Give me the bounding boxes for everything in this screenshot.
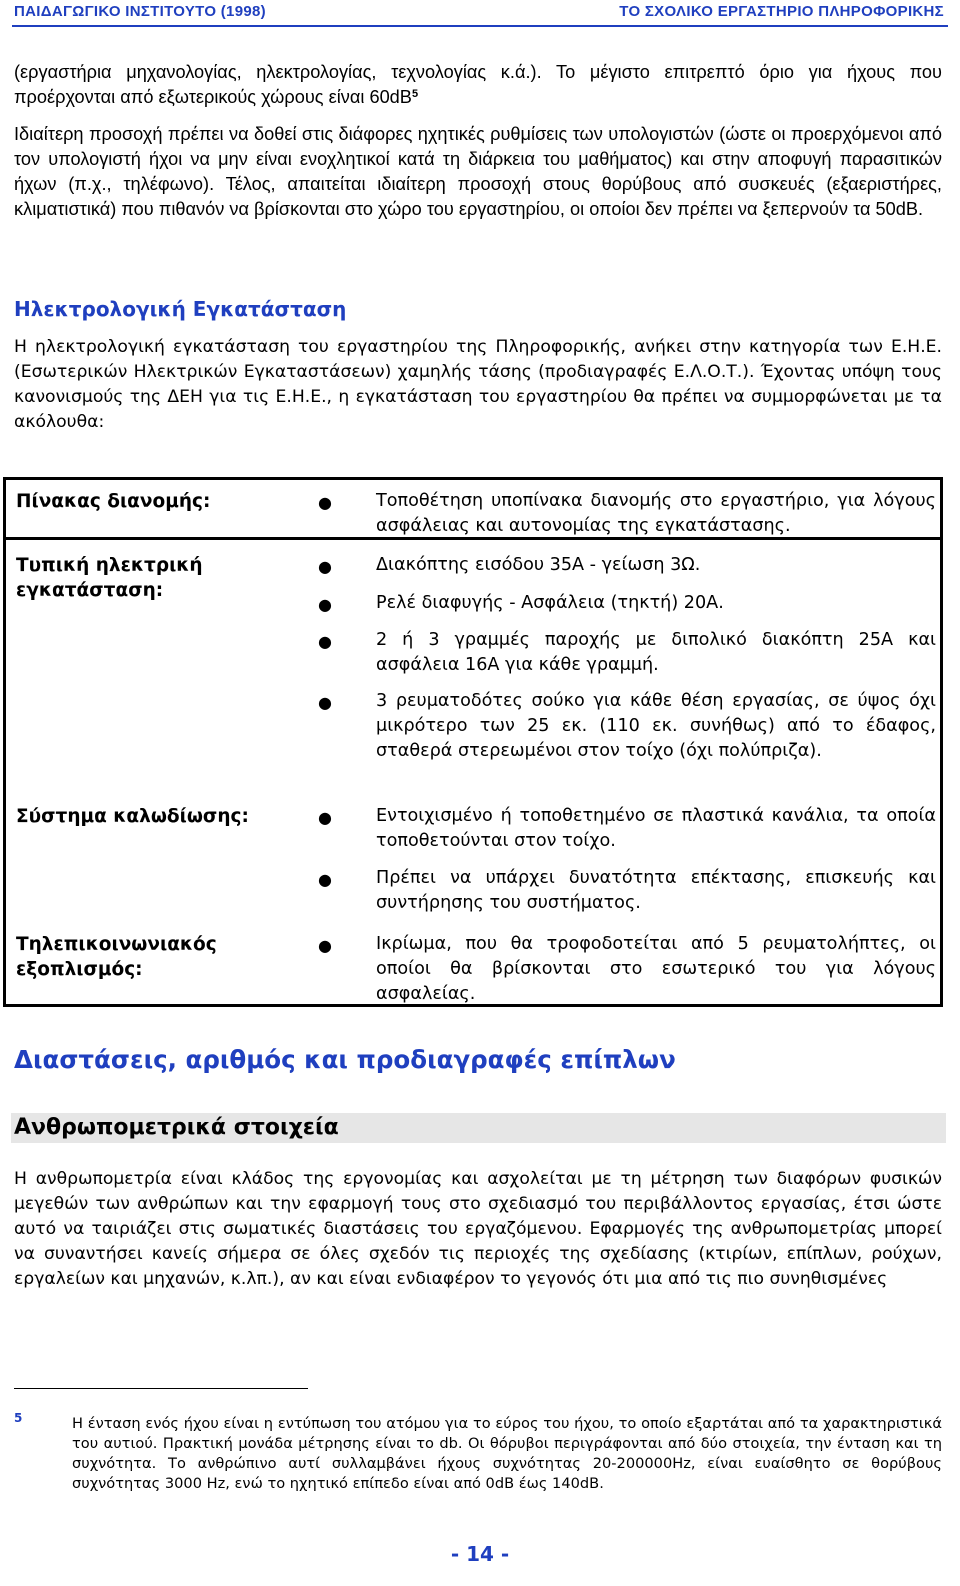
intro-paragraph-2: Ιδιαίτερη προσοχή πρέπει να δοθεί στις διάφορες ηχητικές ρυθμίσεις των υπολογιστών (ώστε οι προερχόμενοι από τον υπολογιστή ήχοι να μην είναι ενοχλητικοί κατά τη διάρκεια του μαθήματος) και στην αποφυγή παρασιτικών ήχων (π.χ., τηλέφωνο). Τέλος, απαιτείται ιδιαίτερη προσοχή στους θορύβους από συσκευές (εξαεριστήρες, κλιματιστικά) που πιθανόν να βρίσκονται στο χώρο του εργαστηρίου, οι οποίοι δεν πρέπει να ξεπερνούν τα 50dB. — [14, 124, 942, 219]
list-item: Τοποθέτηση υποπίνακα διανομής στο εργαστήριο, για λόγους ασφάλειας και αυτονομίας της εγκατάστασης. — [376, 491, 936, 536]
bullet-icon: ● — [318, 632, 332, 651]
footnote-mark: 5 — [14, 1411, 23, 1425]
bullet-icon: ● — [318, 936, 332, 955]
footnote-rule — [14, 1388, 308, 1389]
list-item: Εντοιχισμένο ή τοποθετημένο σε πλαστικά κανάλια, τα οποία τοποθετούνται στον τοίχο. — [376, 806, 936, 851]
anthropometric-heading-bar — [11, 1113, 946, 1143]
dimensions-heading: Διαστάσεις, αριθμός και προδιαγραφές επίπλων — [14, 1045, 676, 1074]
intro-paragraph-1-text: (εργαστήρια μηχανολογίας, ηλεκτρολογίας, τεχνολογίας κ.ά.). Το μέγιστο επιτρεπτό όριο για ήχους που προέρχονται από εξωτερικούς χώρους είναι 60dB — [14, 62, 942, 107]
list-item: Πρέπει να υπάρχει δυνατότητα επέκτασης, επισκευής και συντήρησης του συστήματος. — [376, 868, 936, 913]
footnote-ref[interactable]: 5 — [411, 88, 419, 100]
bullet-icon: ● — [318, 693, 332, 712]
header-left: ΠΑΙΔΑΓΩΓΙΚΟ ΙΝΣΤΙΤΟΥΤΟ (1998) — [14, 2, 266, 20]
anthropometric-paragraph: Η ανθρωπομετρία είναι κλάδος της εργονομίας και ασχολείται με τη μέτρηση των διαφόρων φυσικών μεγεθών των ανθρώπων και την εφαρμογή τους στο σχεδιασμό του περιβάλλοντος εργασίας, έτσι ώστε αυτό να ταιριάζει στις σωματικές διαστάσεις του εργαζόμενου. Εφαρμογές της ανθρωπομετρίας μπορεί να συναντήσει κανείς σήμερα σε όλες σχεδόν τις περιοχές της σχεδίασης (κτιρίων, επίπλων, ρούχων, εργαλείων και μηχανών, κ.λπ.), αν και είναι ενδιαφέρον το γεγονός ότι μια από τις πιο συνηθισμένες — [14, 1169, 942, 1289]
footnote-text: Η ένταση ενός ήχου είναι η εντύπωση του ατόμου για το εύρος του ήχου, το οποίο εξαρτάται από τα χαρακτηριστικά του αυτιού. Πρακτική μονάδα μέτρησης είναι το db. Οι θόρυβοι περιγράφονται από δύο στοιχεία, την ένταση και τη συχνότητα. Το ανθρώπινο αυτί συλλαμβάνει ήχους συχνότητας 20-200000Hz, είναι ευαίσθητο σε θορύβους συχνότητας 3000 Hz, ενώ το ηχητικό επίπεδο είναι από 0dB έως 140dB. — [72, 1415, 942, 1492]
row-label-cabling-system: Σύστημα καλωδίωσης: — [16, 806, 249, 827]
bullet-icon: ● — [318, 870, 332, 889]
list-item: Διακόπτης εισόδου 35Α - γείωση 3Ω. — [376, 555, 701, 575]
header-right: ΤΟ ΣΧΟΛΙΚΟ ΕΡΓΑΣΤΗΡΙΟ ΠΛΗΡΟΦΟΡΙΚΗΣ — [619, 2, 944, 20]
list-item: 3 ρευματοδότες σούκο για κάθε θέση εργασίας, σε ύψος όχι μικρότερο των 25 εκ. (110 εκ. συνήθως) από το έδαφος, σταθερά στερεωμένοι στον τοίχο (όχι πολύπριζα). — [376, 691, 936, 761]
intro-paragraph-1 — [14, 60, 942, 110]
anthropometric-heading: Ανθρωπομετρικά στοιχεία — [14, 1115, 339, 1140]
electrical-heading: Ηλεκτρολογική Εγκατάσταση — [14, 297, 347, 321]
bullet-icon: ● — [318, 808, 332, 827]
row-label-typical-installation: Τυπική ηλεκτρική εγκατάσταση: — [16, 555, 203, 601]
list-item: Ικρίωμα, που θα τροφοδοτείται από 5 ρευματολήπτες, οι οποίοι θα βρίσκονται στο εσωτερικό του για λόγους ασφαλείας. — [376, 934, 936, 1004]
row-label-telecom-equipment: Τηλεπικοινωνιακός εξοπλισμός: — [16, 934, 217, 980]
bullet-icon: ● — [318, 557, 332, 576]
electrical-paragraph: Η ηλεκτρολογική εγκατάσταση του εργαστηρίου της Πληροφορικής, ανήκει στην κατηγορία των Ε.Η.Ε. (Εσωτερικών Ηλεκτρικών Εγκαταστάσεων) χαμηλής τάσης (προδιαγραφές Ε.Λ.Ο.Τ.). Έχοντας υπόψη τους κανονισμούς της ΔΕΗ για τις Ε.Η.Ε., η εγκατάσταση του εργαστηρίου θα πρέπει να συμμορφώνεται με τα ακόλουθα: — [14, 337, 942, 432]
page-header — [0, 0, 960, 22]
bullet-icon: ● — [318, 595, 332, 614]
bullet-icon: ● — [318, 493, 332, 512]
row-label-distribution-board: Πίνακας διανομής: — [16, 491, 211, 512]
header-rule — [12, 25, 948, 27]
page-number: - 14 - — [450, 1542, 510, 1566]
spec-table — [3, 477, 943, 1007]
list-item: Ρελέ διαφυγής - Ασφάλεια (τηκτή) 20Α. — [376, 593, 724, 613]
row-divider — [6, 537, 940, 540]
list-item: 2 ή 3 γραμμές παροχής με διπολικό διακόπτη 25Α και ασφάλεια 16Α για κάθε γραμμή. — [376, 630, 936, 675]
